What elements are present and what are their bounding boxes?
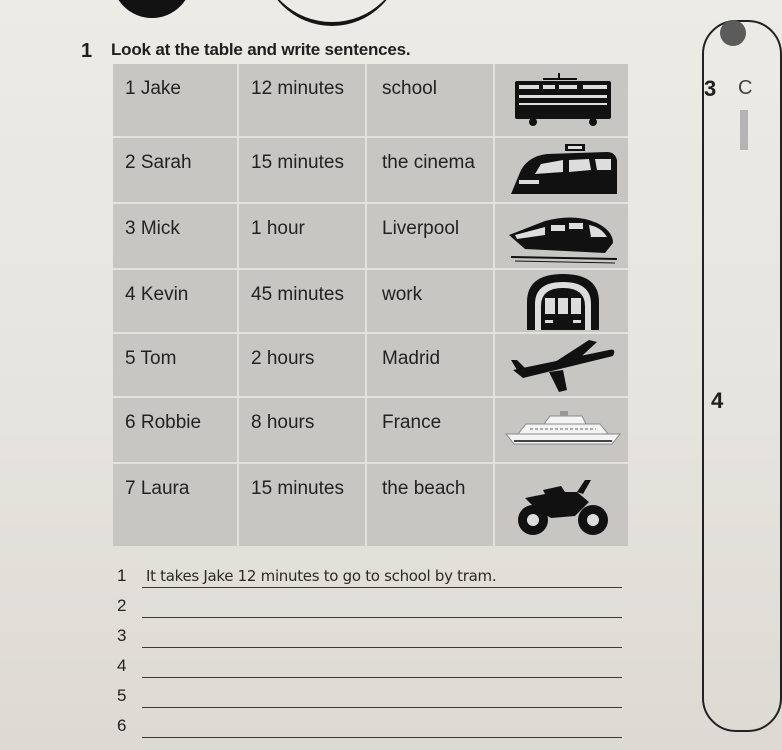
table-row: [113, 138, 628, 202]
person-cell: 7 Laura: [125, 478, 190, 499]
destination-cell: work: [365, 270, 493, 332]
side-panel-dot: [720, 20, 746, 46]
answer-rule: [142, 677, 622, 678]
person-cell: 2 Sarah: [125, 152, 192, 173]
destination-cell: France: [365, 398, 493, 462]
side-exercise-3-letter: C: [738, 77, 753, 99]
side-exercise-3-number: 3: [704, 76, 717, 101]
answer-line-2[interactable]: [112, 590, 622, 618]
destination-cell: Liverpool: [365, 204, 493, 268]
destination-cell: school: [365, 64, 493, 136]
table-row: [113, 204, 628, 268]
table-row: [113, 334, 628, 396]
person-cell: 4 Kevin: [125, 284, 189, 305]
destination-cell: the beach: [365, 464, 493, 546]
time-cell: 2 hours: [237, 334, 365, 396]
underground-icon: [493, 270, 630, 332]
answer-line-4[interactable]: [112, 650, 622, 678]
decorative-arc: [262, 0, 402, 26]
person-cell: 3 Mick: [125, 218, 180, 239]
time-cell: 15 minutes: [237, 138, 365, 202]
answer-line-3[interactable]: [112, 620, 622, 648]
time-cell: 15 minutes: [237, 464, 365, 546]
plane-icon: [493, 334, 630, 396]
taxi-icon: [493, 138, 630, 202]
table-row: [113, 64, 628, 136]
person-cell: 6 Robbie: [125, 412, 202, 433]
destination-cell: Madrid: [365, 334, 493, 396]
table-row: [113, 464, 628, 546]
train-icon: [493, 204, 630, 268]
exercise-instruction: Look at the table and write sentences.: [111, 40, 411, 59]
answer-number: 2: [117, 596, 127, 615]
handwritten-answer: It takes Jake 12 minutes to go to school by tram.: [146, 567, 497, 585]
answer-rule: [142, 707, 622, 708]
answer-line-5[interactable]: [112, 680, 622, 708]
time-cell: 12 minutes: [237, 64, 365, 136]
table-row: [113, 270, 628, 332]
side-exercise-4-number: 4: [711, 388, 724, 413]
person-cell: 5 Tom: [125, 348, 177, 369]
answer-number: 1: [117, 566, 127, 585]
answer-rule: [142, 617, 622, 618]
person-cell: 1 Jake: [125, 78, 181, 99]
ferry-icon: [493, 398, 630, 462]
time-cell: 8 hours: [237, 398, 365, 462]
side-panel-block: [740, 110, 748, 150]
motorbike-icon: [493, 464, 630, 546]
exercise-number: 1: [81, 40, 93, 62]
answer-line-6[interactable]: [112, 710, 622, 738]
transport-table: [113, 64, 628, 546]
tram-icon: [493, 64, 630, 136]
time-cell: 45 minutes: [237, 270, 365, 332]
decorative-shape: [112, 0, 192, 18]
answer-number: 3: [117, 626, 127, 645]
answer-number: 4: [117, 656, 127, 675]
answer-line-1[interactable]: [112, 560, 622, 588]
answer-number: 5: [117, 686, 127, 705]
answer-rule: [142, 647, 622, 648]
table-row: [113, 398, 628, 462]
destination-cell: the cinema: [365, 138, 493, 202]
answer-rule: [142, 587, 622, 588]
answer-number: 6: [117, 716, 127, 735]
answer-rule: [142, 737, 622, 738]
time-cell: 1 hour: [237, 204, 365, 268]
